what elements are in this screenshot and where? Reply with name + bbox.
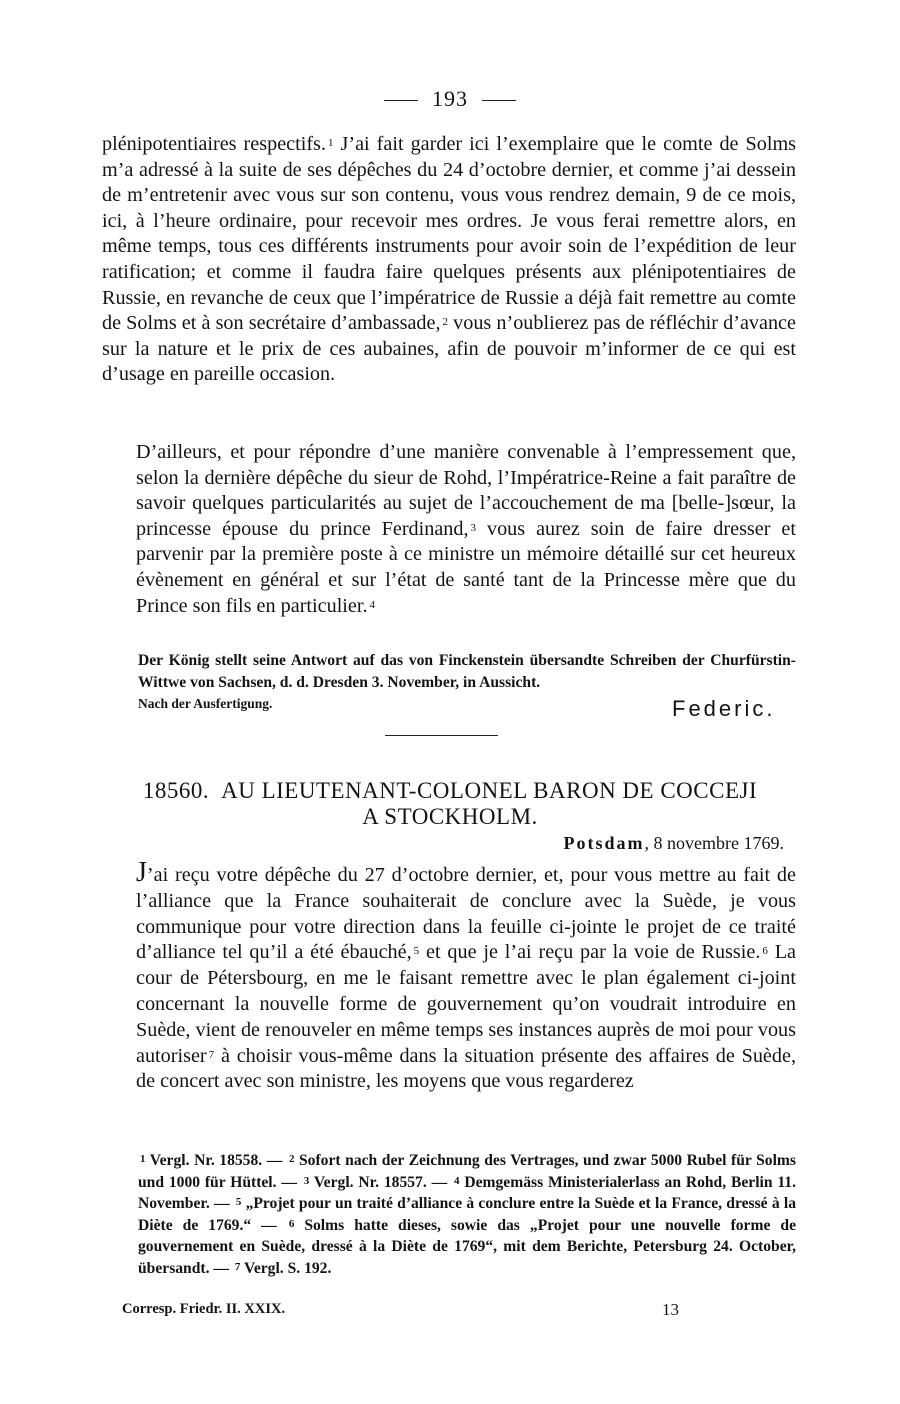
footnote-mark-1: 1 — [140, 1153, 146, 1165]
text-run: plénipotentiaires respectifs. — [102, 133, 326, 155]
letter-body — [102, 857, 797, 1095]
footnote-6: Solms hatte dieses, sowie das „Projet pour une nouvelle forme de gouvernement en Suède, dressé à la Diète de 1769“, mit dem Berichte, Petersburg 24. October, übersandt. — — [138, 1216, 797, 1277]
footnote-ref-5: 5 — [413, 945, 420, 958]
footnote-mark-6: 6 — [288, 1217, 295, 1230]
dateline-date: , 8 novembre 1769. — [644, 833, 784, 853]
text-run: à choisir vous-même dans la situation présente des affaires de Suède, de concert avec son ministre, les moyens que vous regarderez — [136, 1044, 796, 1093]
footnotes-text — [102, 1150, 796, 1280]
page-header — [0, 86, 900, 112]
paragraph-2-body — [102, 440, 796, 619]
text-run: J’ai fait garder ici l’exemplaire que le comte de Solms m’a adressé à la suite de ses dépêches du 24 d’octobre dernier, et comme j’ai dessein de m’entretenir avec vous sur son contenu, vous vous rendrez demain, 9 de ce mois, ici, à l’heure ordinaire, pour recevoir mes ordres. Je vous ferai remettre alors, en même temps, tous ces différents instruments pour avoir soin de l’expédition de leur ratification; et comme il faudra faire quelques présents aux plénipotentiaires de Russie, en revanche de ceux que l’impératrice de Russie a déjà fait remettre au comte de Solms et à son secrétaire d’ambassade, — [102, 133, 797, 335]
footnote-mark-5: 5 — [235, 1196, 242, 1209]
footnote-3: Vergl. Nr. 18557. — — [309, 1173, 452, 1191]
heading-line-2: A STOCKHOLM. — [362, 804, 538, 829]
paragraph-2 — [102, 440, 796, 619]
footnote-ref-2: 2 — [442, 316, 448, 329]
letter-heading — [100, 778, 800, 830]
text-run: ’ai reçu votre dépêche du 27 d’octobre dernier, et, pour vous mettre au fait de l’alliance que la France souhaiterait de conclure avec la Suède, je vous communique pour votre direction dans la feuille ci-jointe le projet de ce traité d’alliance tel qu’il a été ébauché, — [136, 864, 796, 964]
footnote-2: Sofort nach der Zeichnung des Vertrages, und zwar 5000 Rubel für Solms und 1000 für Hüttel. — — [138, 1152, 796, 1191]
footnote-mark-2: 2 — [288, 1153, 295, 1165]
letter-number: 18560. — [142, 778, 210, 803]
footnote-mark-7: 7 — [234, 1260, 241, 1273]
header-rule-right — [482, 100, 516, 101]
text-run: vous aurez soin de faire dresser et parvenir par la première poste à ce ministre un mémoire détaillé sur cet heureux évènement en général et sur l’état de santé tant de la Princesse mère que du Prince son fils en particulier. — [136, 517, 796, 617]
footnote-4: Demgemäss Ministerialerlass an Rohd, Berlin 11. November. — — [138, 1173, 797, 1213]
letter-paragraph — [102, 857, 797, 1095]
collection-title: Corresp. Friedr. II. XXIX. — [122, 1301, 286, 1317]
text-run: et que je l’ai reçu par la voie de Russie. — [419, 941, 761, 964]
footnote-7: Vergl. S. 192. — [240, 1259, 332, 1277]
editor-note — [102, 650, 796, 694]
initial-letter: J — [136, 857, 147, 888]
footnote-ref-6: 6 — [762, 945, 768, 958]
text-run: La cour de Pétersbourg, en me le faisant remettre avec le plan également ci-joint concernant la nouvelle forme de gouvernement qu’on voudrait introduire en Suède, vient de renouveler en même temps ses instances auprès de moi pour vous autoriser — [136, 941, 797, 1067]
dateline — [400, 833, 784, 854]
signature-mark: 13 — [662, 1300, 679, 1319]
signature: Federic. — [672, 696, 776, 721]
heading-line-1 — [100, 778, 800, 804]
paragraph-1 — [102, 132, 796, 388]
footnotes — [102, 1150, 796, 1280]
dateline-place: Potsdam — [563, 833, 645, 853]
footnote-ref-4: 4 — [369, 598, 376, 611]
editor-note-text: Der König stellt seine Antwort auf das von Finckenstein übersandte Schreiben der Churfürstin-Wittwe von Sachsen, d. d. Dresden 3. November, in Aussicht. — [138, 652, 796, 691]
recipient: AU LIEUTENANT-COLONEL BARON DE COCCEJI — [221, 778, 758, 803]
header-rule-left — [384, 100, 418, 101]
footnote-mark-3: 3 — [303, 1174, 310, 1187]
footnote-1: Vergl. Nr. 18558. — — [145, 1152, 287, 1169]
text-run: D’ailleurs, et pour répondre d’une manière convenable à l’empressement que, selon la dernière dépêche du sieur de Rohd, l’Impératrice-Reine a fait paraître de savoir quelques particularités au sujet de l’accouchement de ma [belle-]sœur, la princesse épouse du prince Ferdinand, — [136, 441, 796, 540]
footnote-5: „Projet pour un traité d’alliance à conclure entre la Suède et la France, dressé à la Diète de 1769.“ — — [138, 1195, 796, 1234]
footnote-ref-7: 7 — [208, 1048, 215, 1061]
footnote-ref-3: 3 — [470, 521, 477, 534]
page-number: 193 — [432, 86, 468, 111]
source-note: Nach der Ausfertigung. — [138, 696, 273, 711]
footnote-ref-1: 1 — [327, 137, 334, 149]
section-separator — [385, 735, 498, 736]
text-run: vous n’oublierez pas de réfléchir d’avance sur la nature et le prix de ces aubaines, afin de pouvoir m’informer de ce qui est d’usage en pareille occasion. — [102, 312, 796, 386]
footnote-mark-4: 4 — [454, 1174, 460, 1187]
